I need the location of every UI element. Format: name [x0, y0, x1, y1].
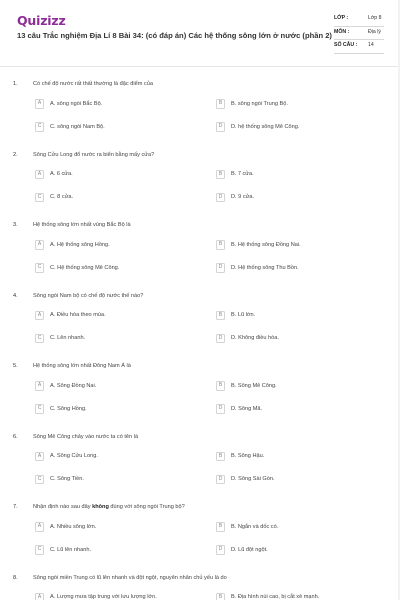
question-text-part: Có chế độ nước rất thất thường là đặc điểm của	[33, 81, 153, 87]
question-item	[0, 575, 400, 600]
option-text: D. Sông Sài Gòn.	[231, 476, 275, 482]
meta-row-count	[334, 40, 384, 54]
option-text: C. sông ngòi Nam Bộ.	[50, 123, 105, 130]
option-text: C. Sông Tiền.	[50, 476, 84, 482]
meta-divider	[334, 53, 384, 54]
question-number: 8.	[13, 574, 18, 581]
question-text-part: Sông Cửu Long đổ nước ra biển bằng mấy cửa?	[33, 151, 155, 158]
option-text: B. Địa hình núi cao, bị cắt xẻ mạnh.	[231, 594, 320, 600]
option-text: A. Sông Cửu Long.	[50, 453, 98, 459]
question-text-part: Hệ thống sông lớn nhất vùng Bắc Bộ là	[33, 222, 131, 228]
option-text: C. Lên nhanh.	[50, 335, 86, 341]
question-text-part: Sông ngòi Nam bộ có chế độ nước thế nào?	[33, 292, 144, 299]
option-letter-box[interactable]: B	[216, 593, 225, 600]
option-letter-box[interactable]: D	[216, 404, 225, 414]
option-letter-box[interactable]: B	[216, 99, 225, 109]
question-text-part: Sông ngòi miền Trung có lũ lên nhanh và đột ngột, nguyên nhân chủ yếu là do	[33, 574, 227, 581]
header-divider	[0, 66, 400, 67]
option-letter-box[interactable]: C	[35, 122, 44, 132]
question-number: 1.	[13, 81, 18, 87]
meta-row-subject	[334, 27, 384, 41]
meta-value: Lớp 8	[368, 15, 382, 21]
question-text	[33, 293, 143, 299]
question-item	[0, 363, 400, 429]
option-text: A. Lượng mưa tập trung với lưu lượng lớn.	[50, 594, 157, 600]
question-item	[0, 504, 400, 570]
option-text: A. sông ngòi Bắc Bộ.	[50, 100, 103, 107]
option-letter-box[interactable]: D	[216, 545, 225, 555]
meta-row-class	[334, 13, 384, 27]
option-letter-box[interactable]: B	[216, 170, 225, 180]
option-letter-box[interactable]: C	[35, 263, 44, 273]
option-letter-box[interactable]: B	[216, 522, 225, 532]
option-letter-box[interactable]: D	[216, 475, 225, 485]
option-letter-box[interactable]: C	[35, 193, 44, 203]
option-letter-box[interactable]: A	[35, 522, 44, 532]
quizizz-logo[interactable]: Quizizz	[17, 13, 66, 28]
option-text: D. Lũ đột ngột.	[231, 546, 268, 553]
option-letter-box[interactable]: D	[216, 334, 225, 344]
meta-label: LỚP :	[334, 15, 349, 21]
question-text	[33, 575, 227, 581]
option-letter-box[interactable]: C	[35, 404, 44, 414]
question-text	[33, 434, 138, 440]
question-text-part: Sông Mê Công chảy vào nước ta có tên là	[33, 433, 139, 440]
option-letter-box[interactable]: A	[35, 99, 44, 109]
option-text: B. Hệ thống sông Đồng Nai.	[231, 241, 301, 248]
option-text: C. 8 cửa.	[50, 194, 74, 200]
question-text	[33, 222, 131, 228]
worksheet-header	[0, 0, 400, 66]
worksheet-title: 13 câu Trắc nghiệm Địa Lí 8 Bài 34: (có đáp án) Các hệ thống sông lớn ở nước (phần 2)	[17, 31, 332, 40]
question-text-part: đúng với sông ngòi Trung bộ?	[108, 504, 185, 510]
option-letter-box[interactable]: C	[35, 475, 44, 485]
question-number: 5.	[13, 363, 18, 369]
question-item	[0, 81, 400, 147]
option-letter-box[interactable]: C	[35, 334, 44, 344]
option-letter-box[interactable]: A	[35, 240, 44, 250]
option-text: A. 6 cửa.	[50, 171, 73, 177]
option-text: B. Ngắn và dốc có.	[231, 523, 279, 530]
option-letter-box[interactable]: D	[216, 193, 225, 203]
option-letter-box[interactable]: D	[216, 122, 225, 132]
question-number: 7.	[13, 504, 18, 510]
option-letter-box[interactable]: A	[35, 381, 44, 391]
question-item	[0, 152, 400, 218]
option-text: A. Điều hòa theo mùa.	[50, 312, 106, 318]
option-text: A. Sông Đồng Nai.	[50, 382, 97, 389]
question-item	[0, 222, 400, 288]
meta-value: Địa lý	[368, 28, 381, 35]
option-letter-box[interactable]: A	[35, 311, 44, 321]
option-letter-box[interactable]: B	[216, 311, 225, 321]
option-text: D. hệ thống sông Mê Công.	[231, 123, 300, 130]
question-text	[33, 152, 154, 158]
option-letter-box[interactable]: B	[216, 381, 225, 391]
option-text: C. Lũ lên nhanh.	[50, 546, 92, 553]
question-emphasis: không	[92, 504, 109, 510]
question-item	[0, 434, 400, 500]
meta-label: SỐ CÂU :	[334, 42, 358, 48]
question-number: 2.	[13, 151, 18, 158]
question-text	[33, 504, 185, 510]
option-letter-box[interactable]: A	[35, 593, 44, 600]
question-text-part: Hệ thống sông lớn nhất Đông Nam Á là	[33, 363, 131, 369]
option-text: B. Sông Mê Công.	[231, 382, 277, 389]
option-text: B. sông ngòi Trung Bộ.	[231, 100, 288, 107]
option-text: B. Sông Hậu.	[231, 453, 265, 459]
option-letter-box[interactable]: D	[216, 263, 225, 273]
option-letter-box[interactable]: B	[216, 452, 225, 462]
question-number: 3.	[13, 222, 18, 228]
worksheet-meta	[334, 13, 384, 54]
option-text: C. Sông Hồng.	[50, 405, 87, 412]
option-text: D. Sông Mã.	[231, 405, 263, 412]
question-number: 6.	[13, 433, 18, 440]
option-letter-box[interactable]: C	[35, 545, 44, 555]
question-text-part: Nhận định nào sau đây	[33, 504, 93, 510]
option-letter-box[interactable]: B	[216, 240, 225, 250]
question-item	[0, 293, 400, 359]
option-text: D. Không điều hòa.	[231, 335, 279, 341]
option-text: A. Nhiều sông lớn.	[50, 523, 97, 530]
option-text: D. Hệ thống sông Thu Bồn.	[231, 264, 299, 271]
option-text: A. Hệ thống sông Hồng.	[50, 241, 110, 248]
option-text: C. Hệ thống sông Mê Công.	[50, 264, 120, 271]
meta-label: MÔN :	[334, 28, 350, 35]
option-text: D. 9 cửa.	[231, 194, 255, 200]
option-letter-box[interactable]: A	[35, 452, 44, 462]
option-text: B. Lũ lớn.	[231, 312, 256, 318]
question-number: 4.	[13, 292, 18, 299]
option-text: B. 7 cửa.	[231, 171, 254, 177]
option-letter-box[interactable]: A	[35, 170, 44, 180]
question-text	[33, 81, 153, 87]
question-text	[33, 363, 131, 369]
meta-value: 14	[368, 42, 374, 48]
